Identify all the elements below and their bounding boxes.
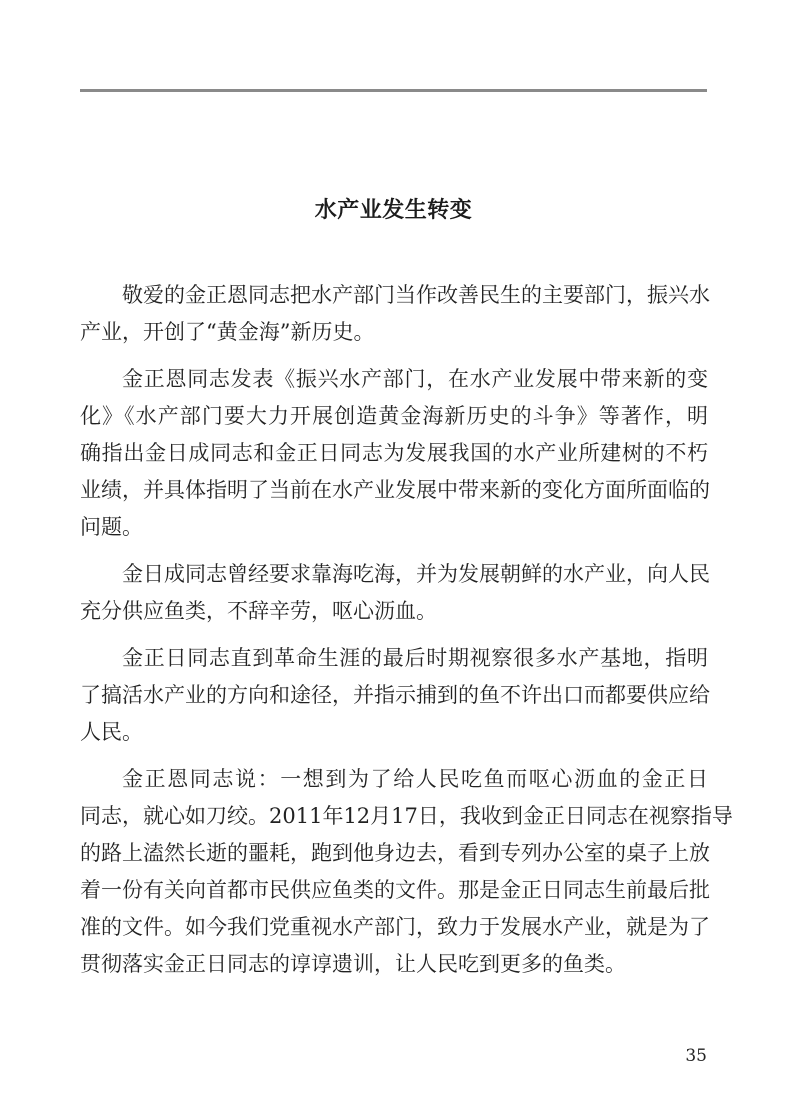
text-line: 化》《水产部门要大力开展创造黄金海新历史的斗争》等著作，明: [80, 404, 708, 428]
text-line: 问题。: [80, 515, 143, 539]
text-line: 了搞活水产业的方向和途径，并指示捕到的鱼不许出口而都要供应给: [80, 683, 710, 707]
page-title: 水产业发生转变: [314, 198, 473, 223]
paragraph: [80, 640, 708, 751]
paragraph: [80, 556, 708, 630]
text-line: 人民。: [80, 720, 143, 744]
text-line: 的路上溘然长逝的噩耗，跑到他身边去，看到专列办公室的桌子上放: [80, 841, 710, 865]
text-line: 金正恩同志说：一想到为了给人民吃鱼而呕心沥血的金正日: [122, 767, 708, 791]
text-line: 充分供应鱼类，不辞辛劳，呕心沥血。: [80, 599, 437, 623]
text-line: 敬爱的金正恩同志把水产部门当作改善民生的主要部门，振兴水: [122, 283, 710, 307]
page-number: 35: [685, 1046, 707, 1066]
text-line: 准的文件。如今我们党重视水产部门，致力于发展水产业，就是为了: [80, 915, 710, 939]
text-line: 金正日同志直到革命生涯的最后时期视察很多水产基地，指明: [122, 646, 708, 670]
text-line: 着一份有关向首都市民供应鱼类的文件。那是金正日同志生前最后批: [80, 878, 710, 902]
text-line: 业绩，并具体指明了当前在水产业发展中带来新的变化方面所面临的: [80, 478, 710, 502]
text-line: 贯彻落实金正日同志的谆谆遗训，让人民吃到更多的鱼类。: [80, 952, 626, 976]
paragraph: [80, 361, 708, 546]
paragraph: [80, 761, 733, 983]
text-line: 金正恩同志发表《振兴水产部门，在水产业发展中带来新的变: [122, 367, 708, 391]
article-body: [80, 277, 733, 983]
text-line: 同志，就心如刀绞。2011年12月17日，我收到金正日同志在视察指导: [80, 804, 733, 828]
text-line: 确指出金日成同志和金正日同志为发展我国的水产业所建树的不朽: [80, 441, 708, 465]
text-line: 产业，开创了“黄金海”新历史。: [80, 320, 375, 344]
paragraph: [80, 277, 708, 351]
header-rule: [80, 89, 707, 92]
text-line: 金日成同志曾经要求靠海吃海，并为发展朝鲜的水产业，向人民: [122, 562, 710, 586]
